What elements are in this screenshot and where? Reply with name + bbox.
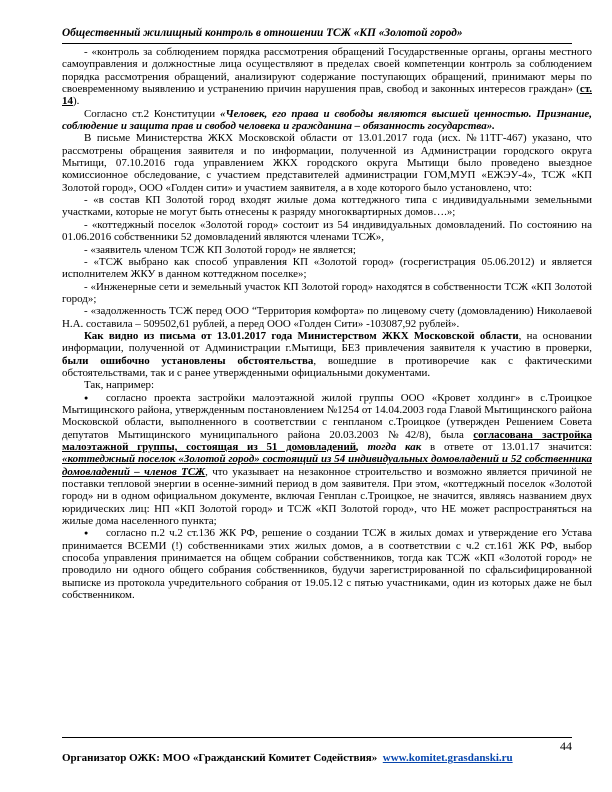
bullet-icon: ● bbox=[84, 393, 89, 402]
paragraph-ministry-letter: В письме Министерства ЖКХ Московской области от 13.01.2017 года (исх. №11ТГ-467) указано, что рассмотрены обращения заявителя и по информации, полученной из Администрации городского округа Мытищи, 07.10.2016 года управлением ЖКХ городского округа Мытищи было проведено выездное комиссионное обследование, с участием представителей администрации ГОМ,МУП «ЕЖЭУ-4», ТСЖ «КП Золотой город», ООО «Голден сити» и участием заявителя, а в ходе которого было установлено, что: bbox=[62, 132, 592, 194]
footer-website-link[interactable]: www.komitet.grasdanski.ru bbox=[382, 752, 513, 764]
list-item: - «ТСЖ выбрано как способ управления КП «Золотой город» (госрегистрация 05.06.2012) и является исполнителем ЖКУ в данном коттеджном поселке»; bbox=[62, 255, 592, 281]
constitution-quote: «Человек, его права и свободы являются высшей ценностью. Признание, соблюдение и защита прав и свобод человека и гражданина – обязанность государства». bbox=[62, 107, 592, 133]
paragraph-conclusion: Как видно из письма от 13.01.2017 года Министерством ЖКХ Московской области, на основании информации, полученной от Администрации г.Мытищи, БЕЗ привлечения заявителя к участию в проверки, были ошибочно установлены обстоятельства, вошедшие в противоречие как с фактическими обстоятельствами, так и с ранее утвержденными официальными документами. bbox=[62, 329, 593, 379]
bullet-icon: ● bbox=[84, 529, 89, 538]
list-item: - «в состав КП Золотой город входят жилые дома коттеджного типа с индивидуальными земельными участками, которые не могут быть отнесены к разряду многоквартирных домов….»; bbox=[62, 194, 592, 219]
list-item: - «коттеджный поселок «Золотой город» состоит из 54 индивидуальных домовладений. По состоянию на 01.06.2016 собственники 52 домовладений являются членами ТСЖ», bbox=[62, 218, 592, 244]
footer-rule bbox=[62, 737, 572, 738]
list-item: - «Инженерные сети и земельный участок КП Золотой город» находятся в собственности ТСЖ «КП Золотой город»; bbox=[62, 280, 592, 305]
paragraph-control-quote: - «контроль за соблюдением порядка рассмотрения обращений Государственные органы, органы местного самоуправления и должностные лица осуществляют в пределах своей компетенции контроль за соблюдением порядка рассмотрения обращений, анализируют содержание поступающих обращений, принимают меры по своевременному выявлению и устранению причин нарушения прав, свобод и законных интересов граждан» (ст. 14). bbox=[62, 46, 592, 108]
document-body bbox=[62, 46, 592, 601]
list-item: - «задолженность ТСЖ перед ООО “Территория комфорта» по лицевому счету (домовладению) Николаевой Н.А. составила – 509502,61 рублей, а перед ООО «Голден Сити» -103087,92 рублей». bbox=[62, 305, 592, 330]
page-number: 44 bbox=[560, 739, 572, 753]
article-14-reference: ст. 14 bbox=[62, 83, 592, 108]
list-item: - «заявитель членом ТСЖ КП Золотой город» не является; bbox=[84, 243, 356, 256]
footer: Организатор ОЖК: МОО «Гражданский Комитет Содействия» www.komitet.grasdanski.ru bbox=[62, 752, 513, 764]
paragraph-constitution: Согласно ст.2 Конституции «Человек, его права и свободы являются высшей ценностью. Признание, соблюдение и защита прав и свобод человека и гражданина – обязанность государства». bbox=[62, 107, 592, 133]
bullet-item-project: ● согласно проекта застройки малоэтажной жилой группы ООО «Кровет холдинг» в с.Троицкое Мытищинского района, утвержденным постановлением №1254 от 14.04.2003 года Главой Мытищинского района Московской области, выполненного в соответствии с генпланом с.Троицкое (утвержден Решением Совета депутатов Мытищинского муниципального района 20.03.2003 №42/8), была согласована застройка малоэтажной группы, состоящая из 51 домовладений, тогда как в ответе от 13.01.17 значится: «коттеджный поселок «Золотой город» состоящий из 54 индивидуальных домовладений и 52 собственника домовладений – членов ТСЖ, что указывает на незаконное строительство и возможно является причиной не поставки тепловой энергии в осенне-зимний период в дом заявителя. При этом, «коттеджный поселок «Золотой город» ни в одном официальном документе, включая Генплан с.Троицкое, не значится, являясь названием двух юридических лиц: НП «КП Золотой город» и ТСЖ «КП Золотой город», что НЕ может распространяться на жилые дома населенного пункта; bbox=[62, 391, 592, 528]
paragraph-for-example: Так, например: bbox=[84, 379, 155, 392]
bullet-item-housing-code: ● согласно п.2 ч.2 ст.136 ЖК РФ, решение о создании ТСЖ в жилых домах и утверждение его Устава принимается ВСЕМИ (!) собственниками этих жилых домов, а в соответствии с ч.2 ст.161 ЖК РФ, выбор способа управления принимается на общем собрании собственников, тогда как ТСЖ «КП «Золотой город» не проводило ни одного общего собрания собственников, будучи зарегистрированной по сфальсифицированной выписке из протокола учредительного собрания от 19.05.12 с пятью участниками, один из которых даже не был собственником. bbox=[62, 527, 592, 602]
running-header: Общественный жилищный контроль в отношении ТСЖ «КП «Золотой город» bbox=[62, 27, 572, 44]
